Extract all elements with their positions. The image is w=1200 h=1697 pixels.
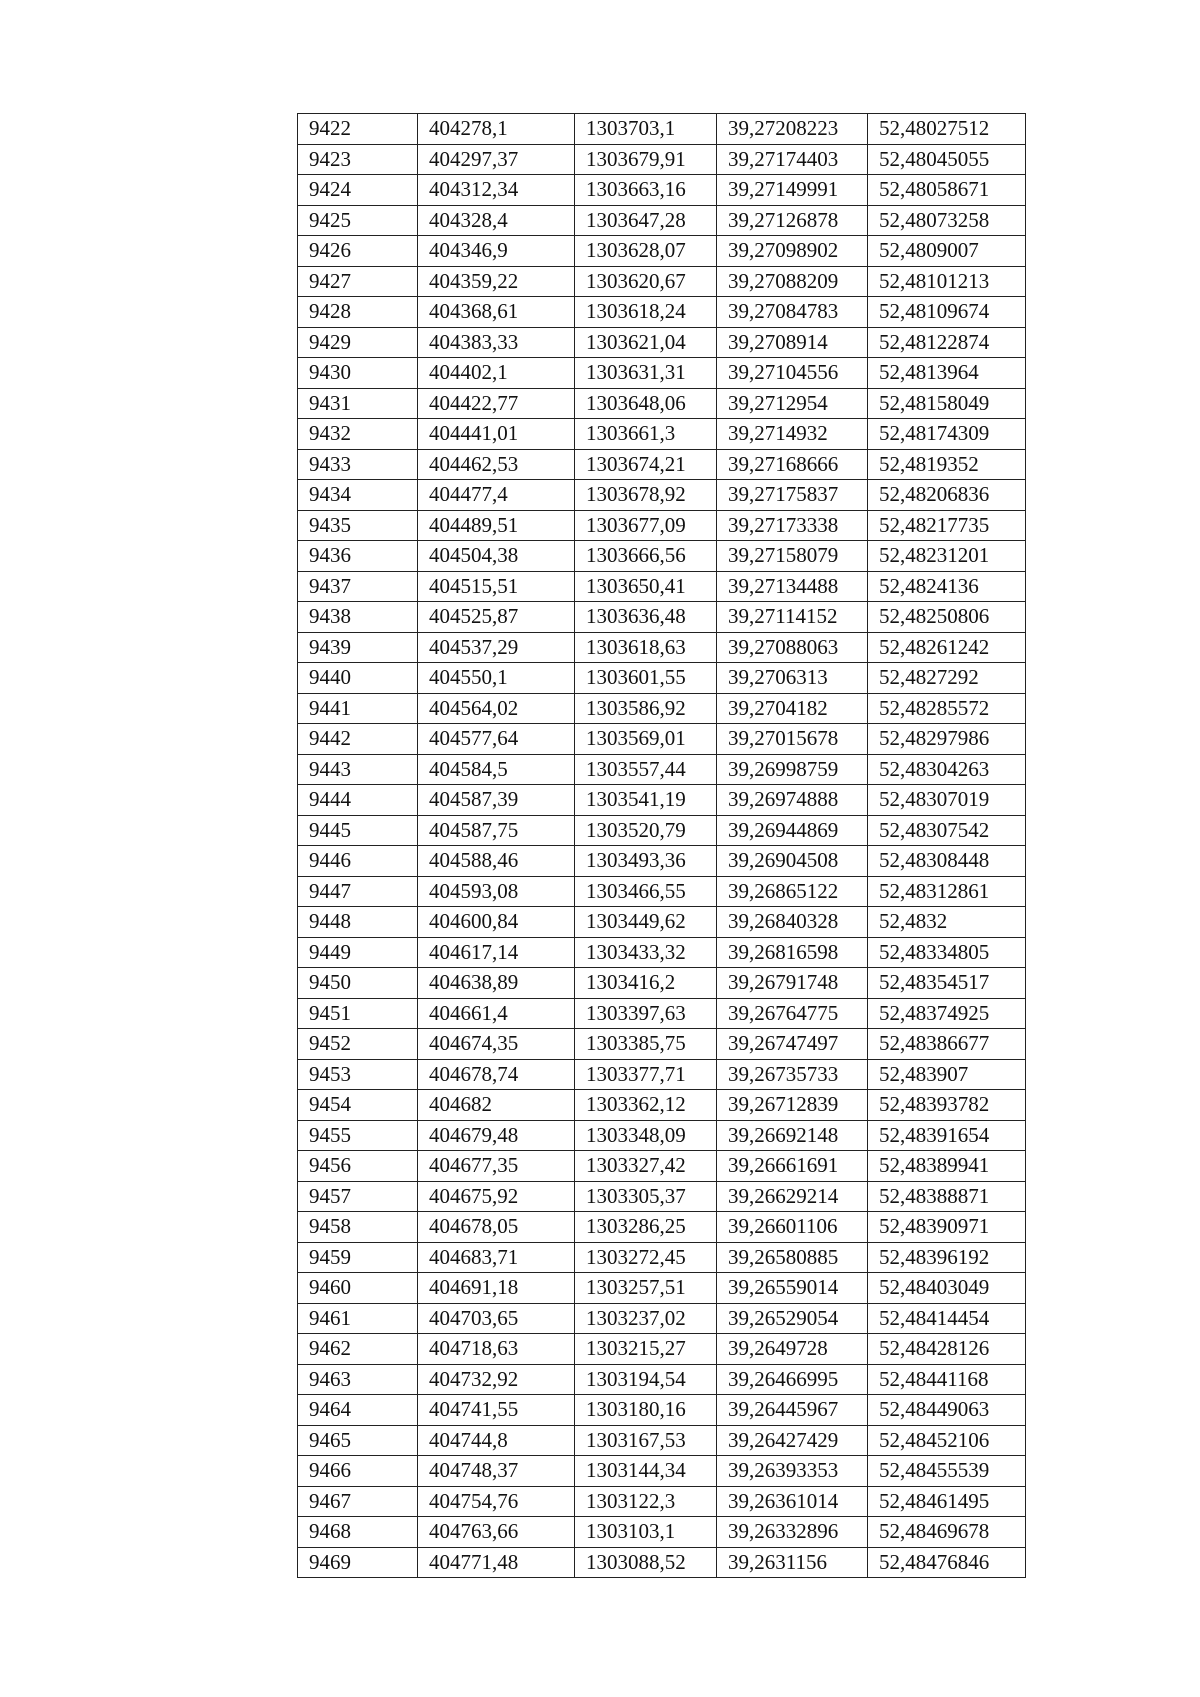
- y-coordinate-cell: 1303618,24: [575, 297, 717, 328]
- point-number-cell: 9464: [298, 1395, 418, 1426]
- latitude-cell: 52,48285572: [868, 693, 1026, 724]
- point-number-cell: 9452: [298, 1029, 418, 1060]
- latitude-cell: 52,48109674: [868, 297, 1026, 328]
- x-coordinate-cell: 404504,38: [418, 541, 575, 572]
- point-number-cell: 9443: [298, 754, 418, 785]
- point-number-cell: 9432: [298, 419, 418, 450]
- y-coordinate-cell: 1303661,3: [575, 419, 717, 450]
- latitude-cell: 52,48297986: [868, 724, 1026, 755]
- latitude-cell: 52,48354517: [868, 968, 1026, 999]
- y-coordinate-cell: 1303620,67: [575, 266, 717, 297]
- table-row: [298, 998, 1026, 1029]
- y-coordinate-cell: 1303144,34: [575, 1456, 717, 1487]
- x-coordinate-cell: 404754,76: [418, 1486, 575, 1517]
- x-coordinate-cell: 404297,37: [418, 144, 575, 175]
- longitude-cell: 39,27098902: [717, 236, 868, 267]
- latitude-cell: 52,48428126: [868, 1334, 1026, 1365]
- longitude-cell: 39,26661691: [717, 1151, 868, 1182]
- table-row: [298, 541, 1026, 572]
- table-row: [298, 1212, 1026, 1243]
- y-coordinate-cell: 1303648,06: [575, 388, 717, 419]
- y-coordinate-cell: 1303194,54: [575, 1364, 717, 1395]
- point-number-cell: 9447: [298, 876, 418, 907]
- latitude-cell: 52,48308448: [868, 846, 1026, 877]
- table-row: [298, 693, 1026, 724]
- x-coordinate-cell: 404441,01: [418, 419, 575, 450]
- point-number-cell: 9449: [298, 937, 418, 968]
- y-coordinate-cell: 1303449,62: [575, 907, 717, 938]
- table-row: [298, 754, 1026, 785]
- point-number-cell: 9442: [298, 724, 418, 755]
- latitude-cell: 52,48414454: [868, 1303, 1026, 1334]
- point-number-cell: 9461: [298, 1303, 418, 1334]
- longitude-cell: 39,27104556: [717, 358, 868, 389]
- table-row: [298, 1181, 1026, 1212]
- point-number-cell: 9427: [298, 266, 418, 297]
- latitude-cell: 52,48307542: [868, 815, 1026, 846]
- latitude-cell: 52,48396192: [868, 1242, 1026, 1273]
- longitude-cell: 39,27168666: [717, 449, 868, 480]
- y-coordinate-cell: 1303103,1: [575, 1517, 717, 1548]
- latitude-cell: 52,48101213: [868, 266, 1026, 297]
- latitude-cell: 52,48158049: [868, 388, 1026, 419]
- y-coordinate-cell: 1303618,63: [575, 632, 717, 663]
- longitude-cell: 39,27149991: [717, 175, 868, 206]
- x-coordinate-cell: 404661,4: [418, 998, 575, 1029]
- y-coordinate-cell: 1303678,92: [575, 480, 717, 511]
- table-row: [298, 266, 1026, 297]
- longitude-cell: 39,27173338: [717, 510, 868, 541]
- latitude-cell: 52,4827292: [868, 663, 1026, 694]
- latitude-cell: 52,48045055: [868, 144, 1026, 175]
- latitude-cell: 52,48058671: [868, 175, 1026, 206]
- longitude-cell: 39,26445967: [717, 1395, 868, 1426]
- point-number-cell: 9460: [298, 1273, 418, 1304]
- x-coordinate-cell: 404718,63: [418, 1334, 575, 1365]
- x-coordinate-cell: 404383,33: [418, 327, 575, 358]
- point-number-cell: 9426: [298, 236, 418, 267]
- y-coordinate-cell: 1303286,25: [575, 1212, 717, 1243]
- longitude-cell: 39,26332896: [717, 1517, 868, 1548]
- longitude-cell: 39,2708914: [717, 327, 868, 358]
- latitude-cell: 52,48312861: [868, 876, 1026, 907]
- table-row: [298, 297, 1026, 328]
- point-number-cell: 9425: [298, 205, 418, 236]
- point-number-cell: 9467: [298, 1486, 418, 1517]
- y-coordinate-cell: 1303466,55: [575, 876, 717, 907]
- latitude-cell: 52,4819352: [868, 449, 1026, 480]
- point-number-cell: 9437: [298, 571, 418, 602]
- latitude-cell: 52,4824136: [868, 571, 1026, 602]
- point-number-cell: 9455: [298, 1120, 418, 1151]
- x-coordinate-cell: 404678,74: [418, 1059, 575, 1090]
- x-coordinate-cell: 404550,1: [418, 663, 575, 694]
- y-coordinate-cell: 1303416,2: [575, 968, 717, 999]
- y-coordinate-cell: 1303327,42: [575, 1151, 717, 1182]
- y-coordinate-cell: 1303237,02: [575, 1303, 717, 1334]
- x-coordinate-cell: 404402,1: [418, 358, 575, 389]
- table-row: [298, 419, 1026, 450]
- longitude-cell: 39,26998759: [717, 754, 868, 785]
- point-number-cell: 9468: [298, 1517, 418, 1548]
- x-coordinate-cell: 404744,8: [418, 1425, 575, 1456]
- y-coordinate-cell: 1303677,09: [575, 510, 717, 541]
- x-coordinate-cell: 404368,61: [418, 297, 575, 328]
- table-row: [298, 846, 1026, 877]
- longitude-cell: 39,26712839: [717, 1090, 868, 1121]
- longitude-cell: 39,27088209: [717, 266, 868, 297]
- y-coordinate-cell: 1303703,1: [575, 114, 717, 145]
- y-coordinate-cell: 1303628,07: [575, 236, 717, 267]
- point-number-cell: 9454: [298, 1090, 418, 1121]
- point-number-cell: 9458: [298, 1212, 418, 1243]
- longitude-cell: 39,26559014: [717, 1273, 868, 1304]
- point-number-cell: 9433: [298, 449, 418, 480]
- x-coordinate-cell: 404328,4: [418, 205, 575, 236]
- table-row: [298, 449, 1026, 480]
- table-row: [298, 571, 1026, 602]
- x-coordinate-cell: 404587,39: [418, 785, 575, 816]
- point-number-cell: 9431: [298, 388, 418, 419]
- longitude-cell: 39,26974888: [717, 785, 868, 816]
- longitude-cell: 39,27114152: [717, 602, 868, 633]
- latitude-cell: 52,48334805: [868, 937, 1026, 968]
- table-row: [298, 1029, 1026, 1060]
- longitude-cell: 39,26629214: [717, 1181, 868, 1212]
- table-row: [298, 876, 1026, 907]
- table-row: [298, 480, 1026, 511]
- x-coordinate-cell: 404763,66: [418, 1517, 575, 1548]
- x-coordinate-cell: 404732,92: [418, 1364, 575, 1395]
- longitude-cell: 39,26816598: [717, 937, 868, 968]
- y-coordinate-cell: 1303557,44: [575, 754, 717, 785]
- y-coordinate-cell: 1303601,55: [575, 663, 717, 694]
- latitude-cell: 52,48390971: [868, 1212, 1026, 1243]
- longitude-cell: 39,27126878: [717, 205, 868, 236]
- latitude-cell: 52,48217735: [868, 510, 1026, 541]
- table-row: [298, 1242, 1026, 1273]
- coordinates-table-body: [298, 114, 1026, 1578]
- x-coordinate-cell: 404638,89: [418, 968, 575, 999]
- table-row: [298, 1364, 1026, 1395]
- longitude-cell: 39,26904508: [717, 846, 868, 877]
- point-number-cell: 9434: [298, 480, 418, 511]
- longitude-cell: 39,26735733: [717, 1059, 868, 1090]
- latitude-cell: 52,48250806: [868, 602, 1026, 633]
- longitude-cell: 39,26601106: [717, 1212, 868, 1243]
- table-row: [298, 1456, 1026, 1487]
- table-row: [298, 1334, 1026, 1365]
- x-coordinate-cell: 404617,14: [418, 937, 575, 968]
- point-number-cell: 9466: [298, 1456, 418, 1487]
- latitude-cell: 52,48206836: [868, 480, 1026, 511]
- table-row: [298, 1059, 1026, 1090]
- longitude-cell: 39,26580885: [717, 1242, 868, 1273]
- y-coordinate-cell: 1303215,27: [575, 1334, 717, 1365]
- longitude-cell: 39,27174403: [717, 144, 868, 175]
- x-coordinate-cell: 404674,35: [418, 1029, 575, 1060]
- x-coordinate-cell: 404477,4: [418, 480, 575, 511]
- x-coordinate-cell: 404462,53: [418, 449, 575, 480]
- table-row: [298, 175, 1026, 206]
- point-number-cell: 9463: [298, 1364, 418, 1395]
- x-coordinate-cell: 404682: [418, 1090, 575, 1121]
- x-coordinate-cell: 404678,05: [418, 1212, 575, 1243]
- x-coordinate-cell: 404748,37: [418, 1456, 575, 1487]
- x-coordinate-cell: 404359,22: [418, 266, 575, 297]
- x-coordinate-cell: 404771,48: [418, 1547, 575, 1578]
- latitude-cell: 52,48452106: [868, 1425, 1026, 1456]
- x-coordinate-cell: 404422,77: [418, 388, 575, 419]
- x-coordinate-cell: 404675,92: [418, 1181, 575, 1212]
- y-coordinate-cell: 1303180,16: [575, 1395, 717, 1426]
- longitude-cell: 39,2714932: [717, 419, 868, 450]
- point-number-cell: 9462: [298, 1334, 418, 1365]
- y-coordinate-cell: 1303636,48: [575, 602, 717, 633]
- longitude-cell: 39,2631156: [717, 1547, 868, 1578]
- point-number-cell: 9428: [298, 297, 418, 328]
- table-row: [298, 1395, 1026, 1426]
- x-coordinate-cell: 404489,51: [418, 510, 575, 541]
- x-coordinate-cell: 404691,18: [418, 1273, 575, 1304]
- point-number-cell: 9451: [298, 998, 418, 1029]
- table-row: [298, 1090, 1026, 1121]
- table-row: [298, 1517, 1026, 1548]
- longitude-cell: 39,26427429: [717, 1425, 868, 1456]
- y-coordinate-cell: 1303674,21: [575, 449, 717, 480]
- table-row: [298, 968, 1026, 999]
- x-coordinate-cell: 404278,1: [418, 114, 575, 145]
- y-coordinate-cell: 1303586,92: [575, 693, 717, 724]
- longitude-cell: 39,27015678: [717, 724, 868, 755]
- y-coordinate-cell: 1303621,04: [575, 327, 717, 358]
- latitude-cell: 52,483907: [868, 1059, 1026, 1090]
- latitude-cell: 52,48261242: [868, 632, 1026, 663]
- x-coordinate-cell: 404703,65: [418, 1303, 575, 1334]
- y-coordinate-cell: 1303520,79: [575, 815, 717, 846]
- point-number-cell: 9438: [298, 602, 418, 633]
- y-coordinate-cell: 1303569,01: [575, 724, 717, 755]
- latitude-cell: 52,4813964: [868, 358, 1026, 389]
- table-row: [298, 205, 1026, 236]
- x-coordinate-cell: 404600,84: [418, 907, 575, 938]
- y-coordinate-cell: 1303647,28: [575, 205, 717, 236]
- point-number-cell: 9450: [298, 968, 418, 999]
- y-coordinate-cell: 1303257,51: [575, 1273, 717, 1304]
- latitude-cell: 52,48304263: [868, 754, 1026, 785]
- point-number-cell: 9429: [298, 327, 418, 358]
- x-coordinate-cell: 404741,55: [418, 1395, 575, 1426]
- point-number-cell: 9448: [298, 907, 418, 938]
- latitude-cell: 52,48231201: [868, 541, 1026, 572]
- x-coordinate-cell: 404577,64: [418, 724, 575, 755]
- longitude-cell: 39,27084783: [717, 297, 868, 328]
- latitude-cell: 52,48476846: [868, 1547, 1026, 1578]
- y-coordinate-cell: 1303493,36: [575, 846, 717, 877]
- point-number-cell: 9424: [298, 175, 418, 206]
- longitude-cell: 39,26529054: [717, 1303, 868, 1334]
- table-row: [298, 785, 1026, 816]
- longitude-cell: 39,2704182: [717, 693, 868, 724]
- table-row: [298, 663, 1026, 694]
- longitude-cell: 39,26692148: [717, 1120, 868, 1151]
- x-coordinate-cell: 404679,48: [418, 1120, 575, 1151]
- point-number-cell: 9457: [298, 1181, 418, 1212]
- y-coordinate-cell: 1303122,3: [575, 1486, 717, 1517]
- y-coordinate-cell: 1303397,63: [575, 998, 717, 1029]
- latitude-cell: 52,48389941: [868, 1151, 1026, 1182]
- y-coordinate-cell: 1303167,53: [575, 1425, 717, 1456]
- latitude-cell: 52,48388871: [868, 1181, 1026, 1212]
- longitude-cell: 39,27088063: [717, 632, 868, 663]
- latitude-cell: 52,4809007: [868, 236, 1026, 267]
- x-coordinate-cell: 404683,71: [418, 1242, 575, 1273]
- latitude-cell: 52,4832: [868, 907, 1026, 938]
- longitude-cell: 39,26840328: [717, 907, 868, 938]
- coordinates-table: [297, 113, 1026, 1578]
- table-row: [298, 388, 1026, 419]
- point-number-cell: 9441: [298, 693, 418, 724]
- y-coordinate-cell: 1303385,75: [575, 1029, 717, 1060]
- table-row: [298, 1151, 1026, 1182]
- table-row: [298, 937, 1026, 968]
- y-coordinate-cell: 1303650,41: [575, 571, 717, 602]
- y-coordinate-cell: 1303666,56: [575, 541, 717, 572]
- x-coordinate-cell: 404588,46: [418, 846, 575, 877]
- longitude-cell: 39,27208223: [717, 114, 868, 145]
- y-coordinate-cell: 1303272,45: [575, 1242, 717, 1273]
- longitude-cell: 39,27134488: [717, 571, 868, 602]
- y-coordinate-cell: 1303541,19: [575, 785, 717, 816]
- point-number-cell: 9469: [298, 1547, 418, 1578]
- table-row: [298, 632, 1026, 663]
- table-row: [298, 144, 1026, 175]
- x-coordinate-cell: 404312,34: [418, 175, 575, 206]
- y-coordinate-cell: 1303631,31: [575, 358, 717, 389]
- table-row: [298, 114, 1026, 145]
- point-number-cell: 9445: [298, 815, 418, 846]
- point-number-cell: 9439: [298, 632, 418, 663]
- y-coordinate-cell: 1303348,09: [575, 1120, 717, 1151]
- latitude-cell: 52,48391654: [868, 1120, 1026, 1151]
- y-coordinate-cell: 1303433,32: [575, 937, 717, 968]
- longitude-cell: 39,26865122: [717, 876, 868, 907]
- longitude-cell: 39,26764775: [717, 998, 868, 1029]
- longitude-cell: 39,26791748: [717, 968, 868, 999]
- point-number-cell: 9453: [298, 1059, 418, 1090]
- point-number-cell: 9436: [298, 541, 418, 572]
- latitude-cell: 52,48174309: [868, 419, 1026, 450]
- point-number-cell: 9435: [298, 510, 418, 541]
- latitude-cell: 52,48449063: [868, 1395, 1026, 1426]
- longitude-cell: 39,26466995: [717, 1364, 868, 1395]
- latitude-cell: 52,48073258: [868, 205, 1026, 236]
- longitude-cell: 39,27175837: [717, 480, 868, 511]
- table-row: [298, 327, 1026, 358]
- longitude-cell: 39,26393353: [717, 1456, 868, 1487]
- latitude-cell: 52,48469678: [868, 1517, 1026, 1548]
- x-coordinate-cell: 404593,08: [418, 876, 575, 907]
- table-row: [298, 236, 1026, 267]
- x-coordinate-cell: 404537,29: [418, 632, 575, 663]
- table-row: [298, 1303, 1026, 1334]
- x-coordinate-cell: 404346,9: [418, 236, 575, 267]
- latitude-cell: 52,48374925: [868, 998, 1026, 1029]
- y-coordinate-cell: 1303362,12: [575, 1090, 717, 1121]
- point-number-cell: 9422: [298, 114, 418, 145]
- point-number-cell: 9459: [298, 1242, 418, 1273]
- latitude-cell: 52,48027512: [868, 114, 1026, 145]
- point-number-cell: 9430: [298, 358, 418, 389]
- table-row: [298, 1425, 1026, 1456]
- x-coordinate-cell: 404584,5: [418, 754, 575, 785]
- longitude-cell: 39,2712954: [717, 388, 868, 419]
- y-coordinate-cell: 1303377,71: [575, 1059, 717, 1090]
- longitude-cell: 39,27158079: [717, 541, 868, 572]
- table-row: [298, 1273, 1026, 1304]
- y-coordinate-cell: 1303305,37: [575, 1181, 717, 1212]
- table-row: [298, 1120, 1026, 1151]
- y-coordinate-cell: 1303088,52: [575, 1547, 717, 1578]
- table-row: [298, 1486, 1026, 1517]
- table-row: [298, 602, 1026, 633]
- point-number-cell: 9446: [298, 846, 418, 877]
- latitude-cell: 52,48122874: [868, 327, 1026, 358]
- point-number-cell: 9440: [298, 663, 418, 694]
- x-coordinate-cell: 404525,87: [418, 602, 575, 633]
- latitude-cell: 52,48393782: [868, 1090, 1026, 1121]
- x-coordinate-cell: 404587,75: [418, 815, 575, 846]
- table-row: [298, 815, 1026, 846]
- longitude-cell: 39,26944869: [717, 815, 868, 846]
- x-coordinate-cell: 404677,35: [418, 1151, 575, 1182]
- y-coordinate-cell: 1303663,16: [575, 175, 717, 206]
- longitude-cell: 39,26361014: [717, 1486, 868, 1517]
- longitude-cell: 39,26747497: [717, 1029, 868, 1060]
- y-coordinate-cell: 1303679,91: [575, 144, 717, 175]
- latitude-cell: 52,48386677: [868, 1029, 1026, 1060]
- latitude-cell: 52,48441168: [868, 1364, 1026, 1395]
- table-row: [298, 358, 1026, 389]
- table-row: [298, 724, 1026, 755]
- table-row: [298, 907, 1026, 938]
- point-number-cell: 9465: [298, 1425, 418, 1456]
- table-row: [298, 510, 1026, 541]
- latitude-cell: 52,48461495: [868, 1486, 1026, 1517]
- point-number-cell: 9456: [298, 1151, 418, 1182]
- x-coordinate-cell: 404564,02: [418, 693, 575, 724]
- longitude-cell: 39,2649728: [717, 1334, 868, 1365]
- point-number-cell: 9423: [298, 144, 418, 175]
- latitude-cell: 52,48307019: [868, 785, 1026, 816]
- table-row: [298, 1547, 1026, 1578]
- point-number-cell: 9444: [298, 785, 418, 816]
- latitude-cell: 52,48403049: [868, 1273, 1026, 1304]
- x-coordinate-cell: 404515,51: [418, 571, 575, 602]
- latitude-cell: 52,48455539: [868, 1456, 1026, 1487]
- longitude-cell: 39,2706313: [717, 663, 868, 694]
